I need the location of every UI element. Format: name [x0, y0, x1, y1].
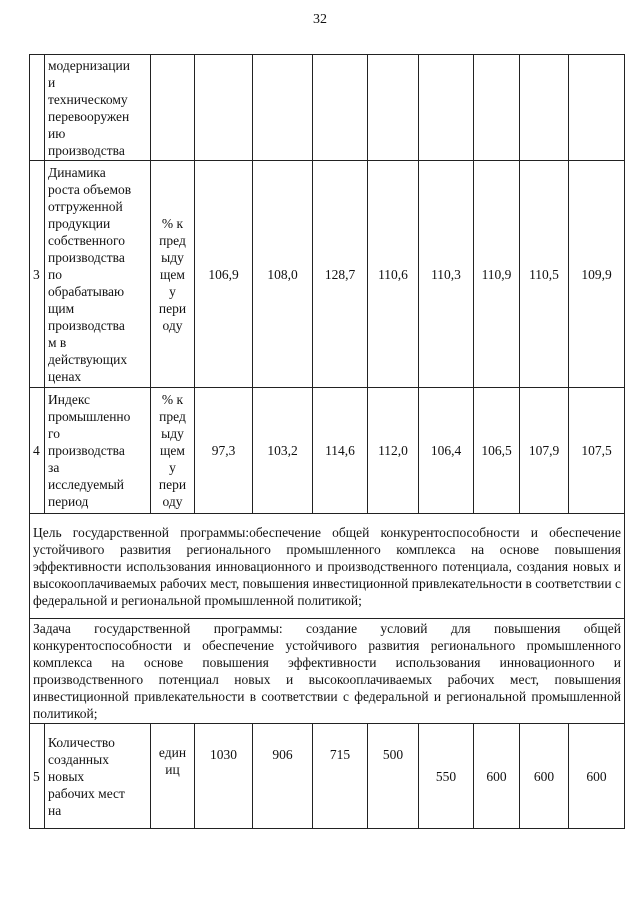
table-row [30, 161, 625, 388]
value-cell: 106,9 [195, 161, 253, 388]
value-cell: 107,5 [569, 388, 625, 514]
unit-cell [151, 55, 195, 161]
value-cell: 110,3 [419, 161, 474, 388]
table-row [30, 619, 625, 724]
value-cell: 500 [368, 724, 419, 829]
value-cell: 112,0 [368, 388, 419, 514]
value-cell [313, 55, 368, 161]
value-cell: 106,4 [419, 388, 474, 514]
indicator-name: модернизации и техническому перевооружен ию производства [45, 55, 151, 161]
row-number: 5 [30, 724, 45, 829]
value-cell: 108,0 [253, 161, 313, 388]
table-row [30, 55, 625, 161]
value-cell: 600 [474, 724, 520, 829]
value-cell [419, 55, 474, 161]
value-cell [474, 55, 520, 161]
value-cell [569, 55, 625, 161]
page-number: 32 [313, 12, 327, 27]
value-cell: 600 [520, 724, 569, 829]
value-cell: 906 [253, 724, 313, 829]
unit-cell: % к пред ыду щем у пери оду [151, 388, 195, 514]
program-task: Задача государственной программы: создание условий для повышения общей конкурентоспособности и обеспечение устойчивого развития регионального промышленного комплекса на основе повышения эффективности использования инновационного и производственного потенциал новых и высокооплачиваемых рабочих мест, повышения инвестиционной привлекательности в соответствии с федеральной и региональной промышленной политикой; [30, 619, 625, 724]
indicator-name: Индекс промышленно го производства за исследуемый период [45, 388, 151, 514]
value-cell: 107,9 [520, 388, 569, 514]
value-cell: 600 [569, 724, 625, 829]
indicator-name: Динамика роста объемов отгруженной продукции собственного производства по обрабатываю щим производства м в действующих ценах [45, 161, 151, 388]
unit-cell: един иц [151, 724, 195, 829]
value-cell: 106,5 [474, 388, 520, 514]
table-row [30, 388, 625, 514]
value-cell: 715 [313, 724, 368, 829]
row-number [30, 55, 45, 161]
value-cell [520, 55, 569, 161]
value-cell: 97,3 [195, 388, 253, 514]
value-cell [253, 55, 313, 161]
value-cell: 110,6 [368, 161, 419, 388]
row-number: 3 [30, 161, 45, 388]
row-number: 4 [30, 388, 45, 514]
program-goal: Цель государственной программы:обеспечение общей конкурентоспособности и обеспечение устойчивого развития регионального промышленного комплекса на основе повышения эффективности использования инновационного и производственного потенциала, создания новых и высокооплачиваемых рабочих мест, повышения инвестиционной привлекательности в соответствии с федеральной и региональной промышленной политикой; [30, 514, 625, 619]
value-cell: 110,5 [520, 161, 569, 388]
unit-cell: % к пред ыду щем у пери оду [151, 161, 195, 388]
value-cell [368, 55, 419, 161]
value-cell: 110,9 [474, 161, 520, 388]
value-cell: 109,9 [569, 161, 625, 388]
table-row [30, 514, 625, 619]
indicators-table [29, 54, 625, 829]
value-cell: 114,6 [313, 388, 368, 514]
value-cell: 128,7 [313, 161, 368, 388]
value-cell: 1030 [195, 724, 253, 829]
value-cell: 103,2 [253, 388, 313, 514]
indicator-name: Количество созданных новых рабочих мест на [45, 724, 151, 829]
table-row [30, 724, 625, 829]
value-cell: 550 [419, 724, 474, 829]
value-cell [195, 55, 253, 161]
